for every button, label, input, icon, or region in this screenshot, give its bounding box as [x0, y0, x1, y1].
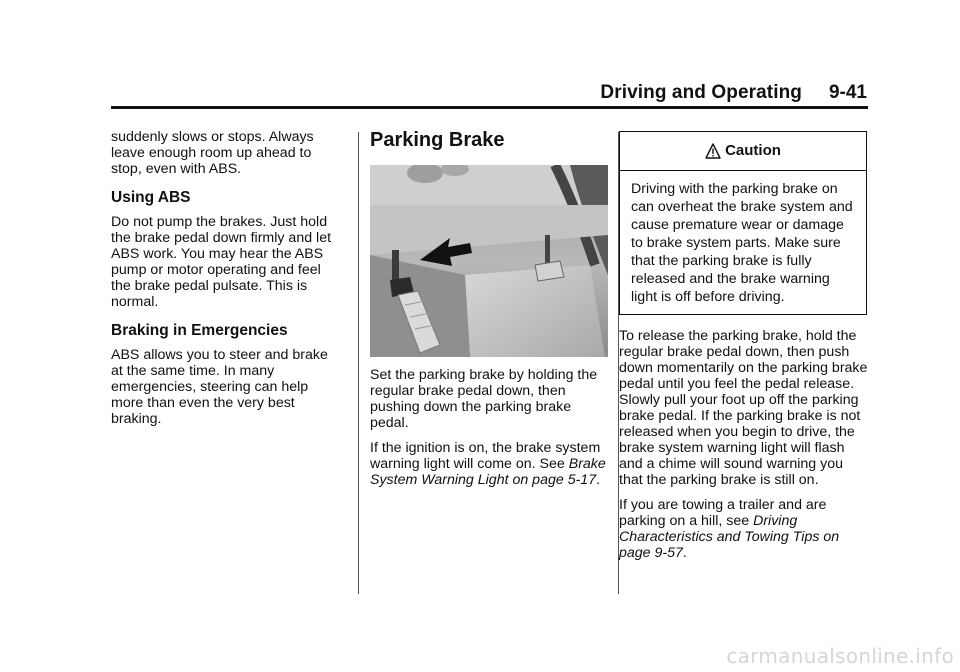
release-parking-brake-paragraph: To release the parking brake, hold the regular brake pedal down, then push down momentarily on the parking brake pedal until you feel the pedal release. Slowly pull your foot up off the parking brake pedal. If the parking brake is not released when you begin to drive, the brake system warning light will flash and a chime will sound warning you that the parking brake is still on. — [619, 328, 868, 488]
using-abs-heading: Using ABS — [111, 189, 191, 206]
parking-brake-pedal-photo — [370, 165, 608, 357]
column-divider-1 — [358, 132, 359, 594]
ignition-paragraph: If the ignition is on, the brake system warning light will come on. See Brake System Warning Light on page 5-17. — [370, 440, 606, 488]
emergencies-paragraph: ABS allows you to steer and brake at the same time. In many emergencies, steering can help more than even the very best braking. — [111, 347, 328, 427]
header-divider — [111, 106, 868, 109]
towing-paragraph: If you are towing a trailer and are parking on a hill, see Driving Characteristics and Towing Tips on page 9-57. — [619, 497, 840, 561]
column-right — [619, 131, 869, 570]
emergencies-heading: Braking in Emergencies — [111, 322, 288, 339]
column-middle — [370, 128, 610, 497]
caution-header — [620, 132, 866, 171]
watermark: carmanualsonline.info — [726, 644, 954, 668]
caution-title: Caution — [725, 142, 781, 159]
brake-warning-light-reference[interactable]: Brake System Warning Light on page 5-17 — [370, 456, 606, 488]
warning-triangle-icon — [705, 143, 721, 159]
column-left — [111, 129, 341, 436]
parking-brake-heading: Parking Brake — [370, 129, 505, 151]
page-number: 9-41 — [828, 82, 867, 103]
caution-box — [619, 131, 867, 315]
towing-tips-reference[interactable]: Driving Characteristics and Towing Tips on page 9-57 — [619, 513, 840, 561]
intro-paragraph: suddenly slows or stops. Always leave enough room up ahead to stop, even with ABS. — [111, 129, 314, 177]
set-parking-brake-paragraph: Set the parking brake by holding the regular brake pedal down, then pushing down the parking brake pedal. — [370, 367, 598, 431]
using-abs-paragraph: Do not pump the brakes. Just hold the brake pedal down firmly and let ABS work. You may hear the ABS pump or motor operating and feel the brake pedal pulsate. This is normal. — [111, 214, 332, 310]
caution-text: Driving with the parking brake on can overheat the brake system and cause premature wear or damage to brake system parts. Make sure that the parking brake is fully released and the brake warning light is off before driving. — [631, 181, 853, 305]
section-title: Driving and Operating — [600, 82, 802, 103]
